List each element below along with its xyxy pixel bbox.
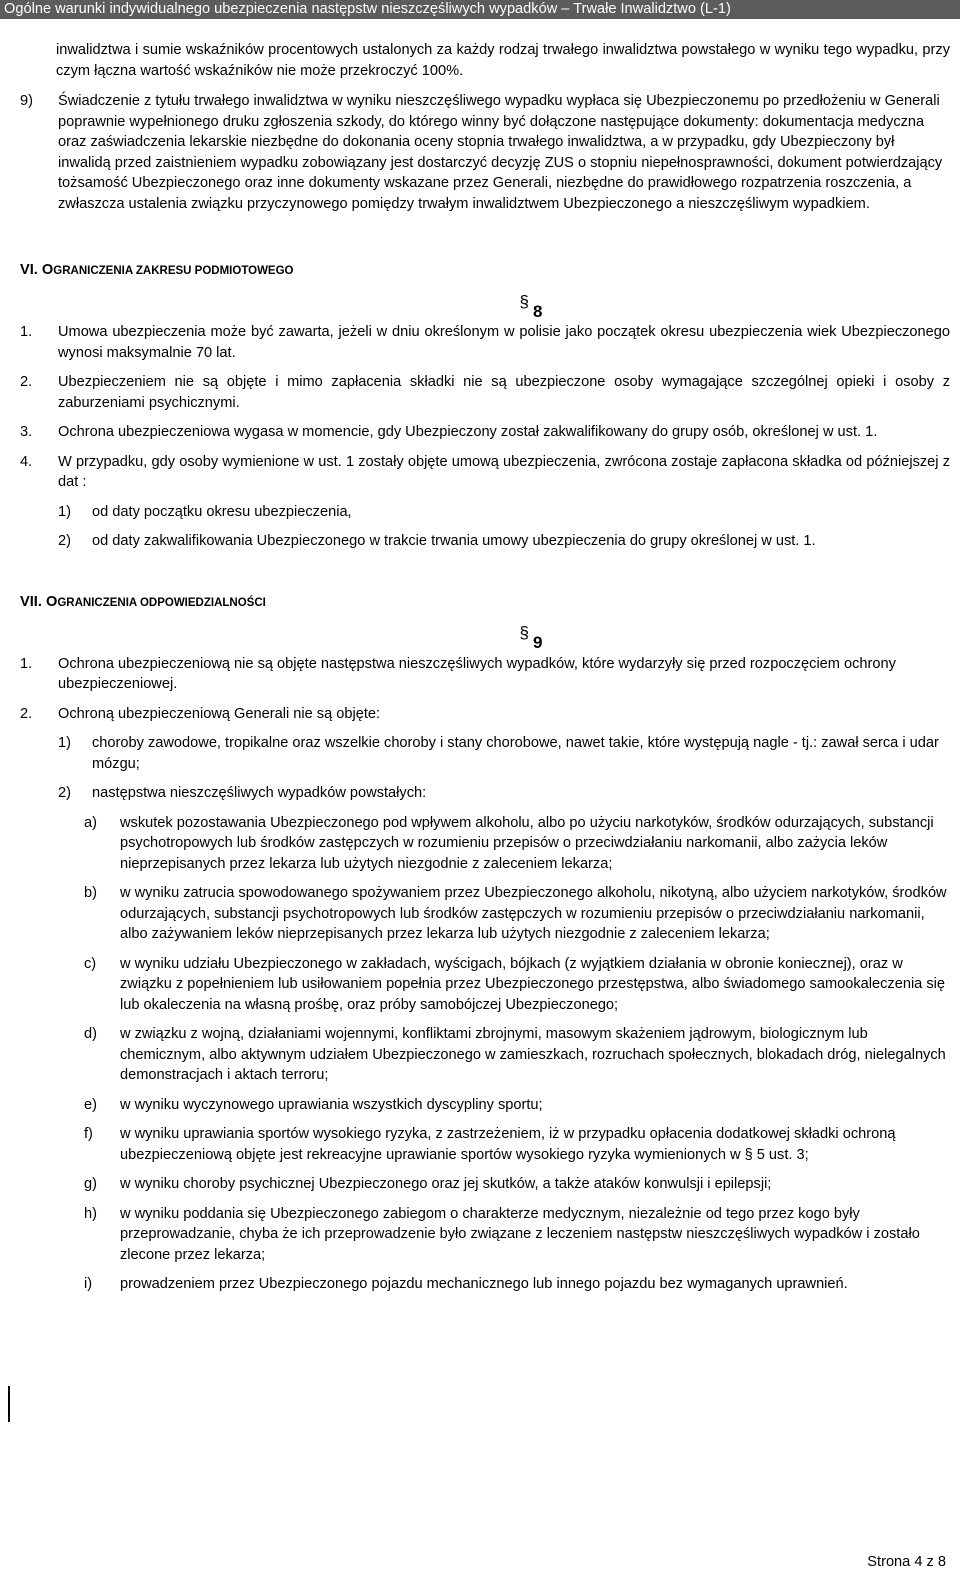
letter-item-text: w wyniku wyczynowego uprawiania wszystkich dyscypliny sportu;: [120, 1096, 543, 1113]
letter-item-text: w wyniku choroby psychicznej Ubezpieczonego oraz jej skutków, a także ataków konwulsji i epilepsji;: [120, 1176, 772, 1192]
item-number: 1.: [20, 655, 33, 672]
document-body: [20, 40, 950, 1295]
paragraph-mark: §: [519, 623, 529, 642]
item-number: 9): [20, 93, 33, 109]
sub-item-text: następstwa nieszczęśliwych wypadków powstałych:: [92, 785, 427, 801]
sub-list-item: [58, 783, 950, 804]
item-number: 2.: [20, 705, 33, 722]
item-number: 4.: [20, 453, 33, 470]
list-item: [20, 322, 950, 363]
letter-item-text: w wyniku poddania się Ubezpieczonego zabiegom o charakterze medycznym, niezależnie od tego przez kogo były przeprowadzanie, chyba że ich przeprowadzenie było związane z leczeniem następstw nieszczęśliwych wypadków i zostało zlecone przez lekarza;: [120, 1205, 920, 1263]
sub-item-text: od daty początku okresu ubezpieczenia,: [92, 503, 352, 520]
letter-item-number: f): [84, 1126, 93, 1142]
sub-item-text: choroby zawodowe, tropikalne oraz wszelkie choroby i stany chorobowe, nawet takie, które występują nagle - tj.: zawał serca i udar mózgu;: [92, 735, 939, 772]
letter-item: [84, 1024, 950, 1086]
section-title: GRANICZENIA ZAKRESU PODMIOTOWEGO: [53, 265, 294, 277]
intro-paragraph: inwalidztwa i sumie wskaźników procentowych ustalonych za każdy rodzaj trwałego inwalidztwa powstałego w wyniku tego wypadku, przy czym łączna wartość wskaźników nie może przekroczyć 100%.: [56, 42, 950, 79]
sub-item-number: 2): [58, 785, 71, 801]
item-text: Umowa ubezpieczenia może być zawarta, jeżeli w dniu określonym w polisie jako początek okresu ubezpieczenia wiek Ubezpieczonego wynosi maksymalnie 70 lat.: [58, 324, 950, 361]
letter-item-number: d): [84, 1026, 97, 1042]
letter-item: [84, 813, 950, 875]
letter-item: [84, 1095, 950, 1116]
letter-item-number: g): [84, 1176, 97, 1192]
sub-item-number: 1): [58, 735, 71, 751]
letter-item-text: w związku z wojną, działaniami wojennymi, konfliktami zbrojnymi, masowym skażeniem jądrowym, biologicznym lub chemicznym, albo aktywnym udziałem Ubezpieczonego w zamieszkach, rozruchach społecznych, blokadach dróg, nielegalnych demonstracjach i aktach terroru;: [120, 1026, 946, 1083]
item-number: 1.: [20, 324, 33, 340]
section-title: GRANICZENIA ODPOWIEDZIALNOŚCI: [57, 596, 266, 609]
item-text: Ochrona ubezpieczeniowa wygasa w momencie, gdy Ubezpieczony został zakwalifikowany do grupy osób, określonej w ust. 1.: [58, 424, 878, 440]
letter-item: [84, 1174, 950, 1195]
item-text: Ubezpieczeniem nie są objęte i mimo zapłacenia składki nie są ubezpieczone osoby wymagające szczególnej opieki i osoby z zaburzeniami psychicznymi.: [58, 374, 950, 411]
sub-list-item: [58, 733, 950, 774]
letter-item-number: b): [84, 885, 97, 901]
letter-item-number: i): [84, 1276, 93, 1292]
letter-item-number: h): [84, 1205, 97, 1222]
list-item: [20, 452, 950, 493]
change-bar: [8, 1386, 10, 1422]
sub-list-item: [58, 502, 950, 523]
paragraph-number: [66, 623, 960, 654]
section-heading-vi: [20, 260, 950, 282]
section-title-first: O: [41, 262, 54, 278]
item-text: Ochroną ubezpieczeniową Generali nie są objęte:: [58, 705, 381, 722]
section-roman: VII.: [20, 593, 42, 610]
section-vi-list: [20, 322, 950, 552]
sub-list-item: [58, 531, 950, 552]
paragraph-num: 8: [533, 301, 543, 321]
letter-item: [84, 1204, 950, 1266]
header-title: Ogólne warunki indywidualnego ubezpieczenia następstw nieszczęśliwych wypadków – Trwałe Inwalidztwo (L-1): [4, 1, 731, 17]
item-text: W przypadku, gdy osoby wymienione w ust. 1 zostały objęte umową ubezpieczenia, zwrócona zostaje zapłacona składka od późniejszej z dat :: [58, 453, 950, 490]
list-item: [20, 654, 950, 695]
section-roman: VI.: [20, 262, 38, 278]
letter-item-text: wskutek pozostawania Ubezpieczonego pod wpływem alkoholu, albo po użyciu narkotyków, środków odurzających, substancji psychotropowych lub środków zastępczych w rozumieniu przepisów o przeciwdziałaniu narkomanii, albo zażycia leków nieprzepisanych przez lekarza lub użytych niezgodnie z zaleceniem lekarza;: [120, 814, 934, 872]
letter-item: [84, 954, 950, 1016]
letter-item: [84, 883, 950, 945]
list-item: [20, 372, 950, 413]
sub-item-number: 2): [58, 533, 71, 549]
page-number: Strona 4 z 8: [867, 1554, 946, 1570]
document-header: [0, 0, 960, 19]
section-heading-vii: [20, 592, 950, 614]
paragraph-number: [66, 291, 960, 323]
letter-item-number: a): [84, 814, 97, 831]
letter-item: [84, 1124, 950, 1165]
letter-item-text: w wyniku udziału Ubezpieczonego w zakładach, wyścigach, bójkach (z wyjątkiem działania w obronie koniecznej), oraz w związku z popełnieniem lub usiłowaniem popełnia przez Ubezpieczonego przestępstwa, albo świadomego samookaleczenia się lub okaleczenia na własną prośbę, oraz próby samobójczej Ubezpieczonego;: [120, 955, 946, 1013]
item-text: Ochrona ubezpieczeniową nie są objęte następstwa nieszczęśliwych wypadków, które wydarzyły się przed rozpoczęciem ochrony ubezpieczeniowej.: [58, 655, 896, 692]
section-vii-list: [20, 654, 950, 1295]
paragraph-mark: §: [519, 291, 529, 311]
section-title-first: O: [45, 593, 58, 610]
item-number: 3.: [20, 424, 33, 440]
list-item: [20, 422, 950, 443]
list-item: [20, 704, 950, 725]
sub-item-text: od daty zakwalifikowania Ubezpieczonego w trakcie trwania umowy ubezpieczenia do grupy określonej w ust. 1.: [92, 533, 816, 549]
sub-item-number: 1): [58, 503, 71, 520]
letter-item-text: w wyniku zatrucia spowodowanego spożywaniem przez Ubezpieczonego alkoholu, nikotyną, albo użyciem narkotyków, środków odurzających, substancji psychotropowych lub środków zastępczych w rozumieniu przepisów o przeciwdziałaniu narkomanii, albo zażywaniem leków nieprzepisanych przez lekarza lub użytych niezgodnie z zaleceniem lekarza;: [120, 885, 947, 942]
item-number: 2.: [20, 374, 33, 390]
letter-item-text: w wyniku uprawiania sportów wysokiego ryzyka, z zastrzeżeniem, iż w przypadku opłacenia dodatkowej składki ochroną ubezpieczeniową objęte jest rekreacyjne uprawianie sportów wysokiego ryzyka wymienionych w § 5 ust. 3;: [120, 1126, 896, 1163]
list-item: [20, 91, 950, 214]
item-text: Świadczenie z tytułu trwałego inwalidztwa w wyniku nieszczęśliwego wypadku wypłaca się Ubezpieczonemu po przedłożeniu w Generali poprawnie wypełnionego druku zgłoszenia szkody, do którego winny być dołączone następujące dokumenty: dokumentacja medyczna oraz zaświadczenia lekarskie niezbędne do dokonania oceny stopnia trwałego inwalidztwa, a w przypadku, gdy Ubezpieczony był inwalidą przed zaistnieniem wypadku zobowiązany jest dostarczyć decyzję ZUS o stopniu niepełnosprawności, dokument potwierdzający tożsamość Ubezpieczonego oraz inne dokumenty wskazane przez Generali, niezbędne do prawidłowego rozpatrzenia roszczenia, a zwłaszcza ustalenia związku przyczynowego pomiędzy trwałym inwalidztwem Ubezpieczonego a nieszczęśliwym wypadkiem.: [58, 93, 943, 212]
letter-item-number: e): [84, 1096, 97, 1113]
letter-item-number: c): [84, 955, 97, 972]
letter-item: [84, 1274, 950, 1295]
letter-item-text: prowadzeniem przez Ubezpieczonego pojazdu mechanicznego lub innego pojazdu bez wymaganych uprawnień.: [120, 1276, 848, 1292]
paragraph-num: 9: [533, 633, 543, 652]
